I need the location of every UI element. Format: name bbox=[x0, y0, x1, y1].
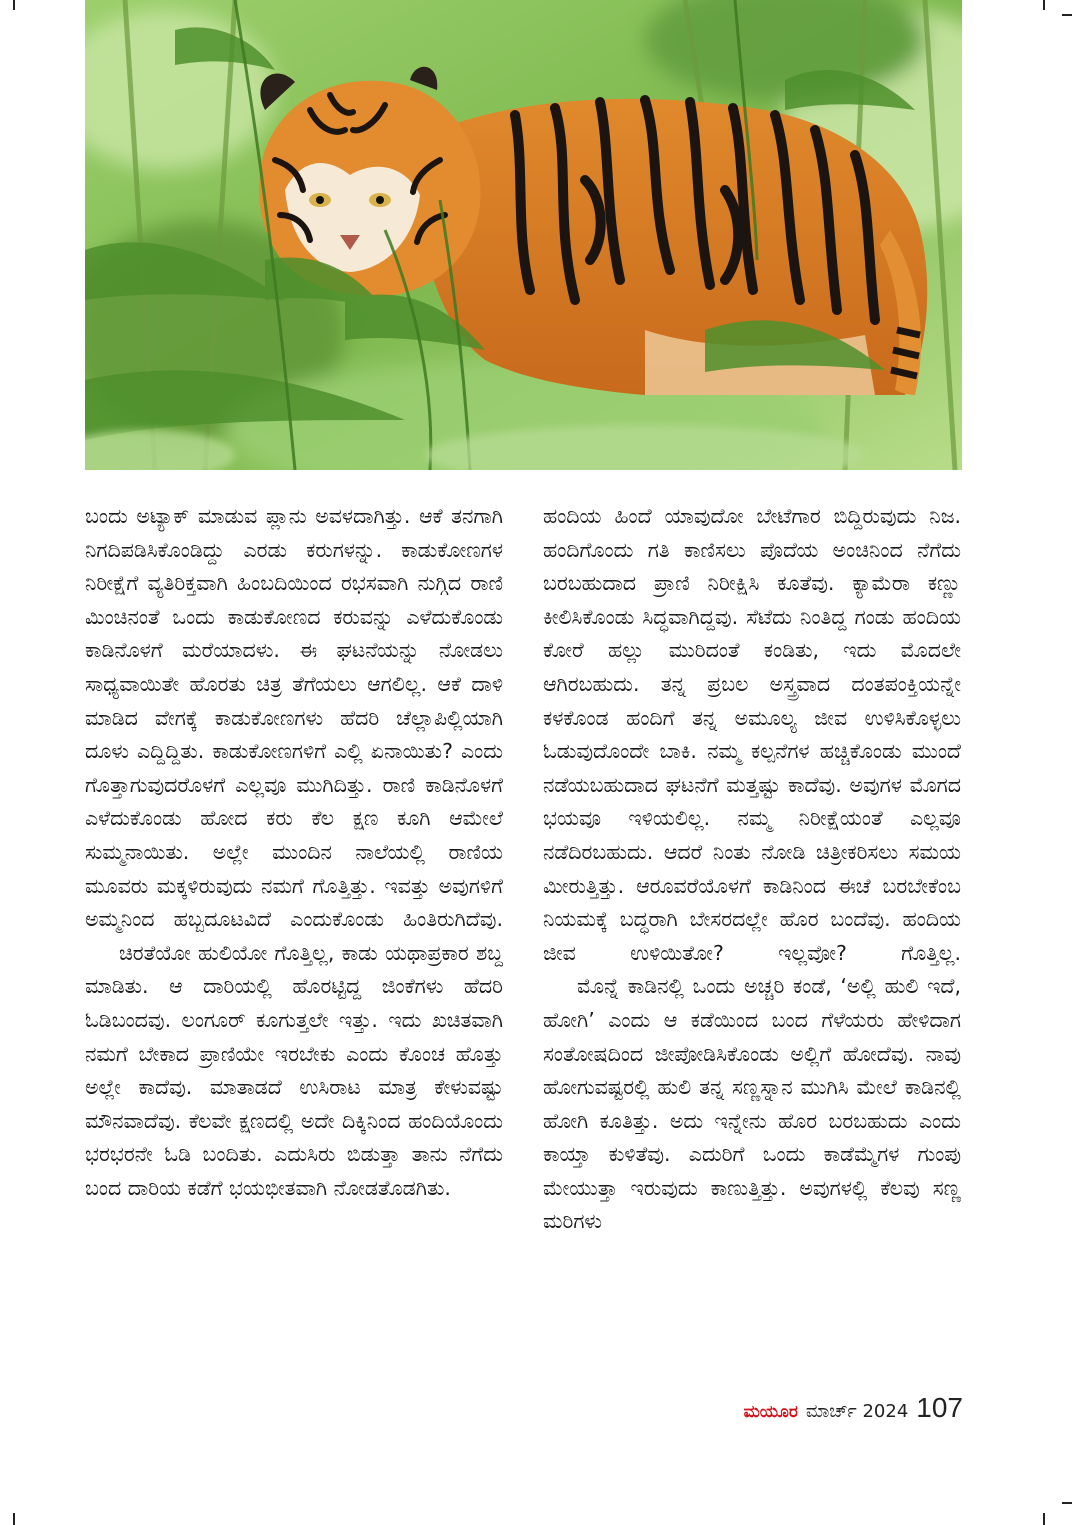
paragraph: ಚಿರತೆಯೋ ಹುಲಿಯೋ ಗೊತ್ತಿಲ್ಲ, ಕಾಡು ಯಥಾಪ್ರಕಾರ ಶಬ್ದ ಮಾಡಿತು. ಆ ದಾರಿಯಲ್ಲಿ ಹೊರಟ್ಟಿದ್ದ ಜಿಂಕೆಗಳು ಹೆದರಿ ಓಡಿಬಂದವು. ಲಂಗೂರ್ ಕೂಗುತ್ತಲೇ ಇತ್ತು. ಇದು ಖಚಿತವಾಗಿ ನಮಗೆ ಬೇಕಾದ ಪ್ರಾಣಿಯೇ ಇರಬೇಕು ಎಂದು ಕೊಂಚ ಹೊತ್ತು ಅಲ್ಲೇ ಕಾದೆವು. ಮಾತಾಡದೆ ಉಸಿರಾಟ ಮಾತ್ರ ಕೇಳುವಷ್ಟು ಮೌನವಾದೆವು. ಕೆಲವೇ ಕ್ಷಣದಲ್ಲಿ ಅದೇ ದಿಕ್ಕಿನಿಂದ ಹಂದಿಯೊಂದು ಭರಭರನೇ ಓಡಿ ಬಂದಿತು. ಎದುಸಿರು ಬಿಡುತ್ತಾ ತಾನು ನೆಗೆದು ಬಂದ ದಾರಿಯ ಕಡೆಗೆ ಭಯಭೀತವಾಗಿ ನೋಡತೊಡಗಿತು. bbox=[85, 940, 503, 1200]
article-column-left bbox=[85, 500, 503, 1380]
crop-mark-right-upper bbox=[1062, 14, 1072, 16]
tiger-photo bbox=[85, 0, 962, 470]
page-number: 107 bbox=[916, 1392, 963, 1423]
crop-mark-bottom-left bbox=[13, 1513, 15, 1525]
issue-date: ಮಾರ್ಚ್ 2024 bbox=[805, 1401, 909, 1422]
page-footer bbox=[715, 1392, 963, 1426]
paragraph: ಹಂದಿಯ ಹಿಂದೆ ಯಾವುದೋ ಬೇಟೆಗಾರ ಬಿದ್ದಿರುವುದು ನಿಜ. ಹಂದಿಗೊಂದು ಗತಿ ಕಾಣಿಸಲು ಪೊದೆಯ ಅಂಚಿನಿಂದ ನೆಗೆದು ಬರಬಹುದಾದ ಪ್ರಾಣಿ ನಿರೀಕ್ಷಿಸಿ ಕೂತೆವು. ಕ್ಯಾಮೆರಾ ಕಣ್ಣು ಕೀಲಿಸಿಕೊಂಡು ಸಿದ್ಧವಾಗಿದ್ದವು. ಸೆಟೆದು ನಿಂತಿದ್ದ ಗಂಡು ಹಂದಿಯ ಕೋರೆ ಹಲ್ಲು ಮುರಿದಂತೆ ಕಂಡಿತು, ಇದು ಮೊದಲೇ ಆಗಿರಬಹುದು. ತನ್ನ ಪ್ರಬಲ ಅಸ್ತ್ರವಾದ ದಂತಪಂಕ್ತಿಯನ್ನೇ ಕಳಕೊಂಡ ಹಂದಿಗೆ ತನ್ನ ಅಮೂಲ್ಯ ಜೀವ ಉಳಿಸಿಕೊಳ್ಳಲು ಓಡುವುದೊಂದೇ ಬಾಕಿ. ನಮ್ಮ ಕಲ್ಪನೆಗಳ ಹಚ್ಚಿಕೊಂಡು ಮುಂದೆ ನಡೆಯಬಹುದಾದ ಘಟನೆಗೆ ಮತ್ತಷ್ಟು ಕಾದೆವು. ಅವುಗಳ ಮೊಗದ ಭಯವೂ ಇಳಿಯಲಿಲ್ಲ. ನಮ್ಮ ನಿರೀಕ್ಷೆಯಂತೆ ಎಲ್ಲವೂ ನಡೆದಿರಬಹುದು. ಆದರೆ ನಿಂತು ನೋಡಿ ಚಿತ್ರೀಕರಿಸಲು ಸಮಯ ಮೀರುತ್ತಿತ್ತು. ಆರೂವರೆಯೊಳಗೆ ಕಾಡಿನಿಂದ ಈಚೆ ಬರಬೇಕೆಂಬ ನಿಯಮಕ್ಕೆ ಬದ್ಧರಾಗಿ ಬೇಸರದಲ್ಲೇ ಹೊರ ಬಂದೆವು. ಹಂದಿಯ ಜೀವ ಉಳಿಯಿತೋ? ಇಲ್ಲವೋ? ಗೊತ್ತಿಲ್ಲ. bbox=[543, 504, 961, 965]
crop-mark-top-right bbox=[1043, 0, 1045, 10]
paragraph: ಮೊನ್ನೆ ಕಾಡಿನಲ್ಲಿ ಒಂದು ಅಚ್ಚರಿ ಕಂಡೆ, ‘ಅಲ್ಲಿ ಹುಲಿ ಇದೆ, ಹೋಗಿ’ ಎಂದು ಆ ಕಡೆಯಿಂದ ಬಂದ ಗೆಳೆಯರು ಹೇಳಿದಾಗ ಸಂತೋಷದಿಂದ ಜೀಪೋಡಿಸಿಕೊಂಡು ಅಲ್ಲಿಗೆ ಹೋದೆವು. ನಾವು ಹೋಗುವಷ್ಟರಲ್ಲಿ ಹುಲಿ ತನ್ನ ಸಣ್ಣಸ್ನಾನ ಮುಗಿಸಿ ಮೇಲೆ ಕಾಡಿನಲ್ಲಿ ಹೋಗಿ ಕೂತಿತ್ತು. ಅದು ಇನ್ನೇನು ಹೊರ ಬರಬಹುದು ಎಂದು ಕಾಯ್ತಾ ಕುಳಿತೆವು. ಎದುರಿಗೆ ಒಂದು ಕಾಡೆಮ್ಮೆಗಳ ಗುಂಪು ಮೇಯುತ್ತಾ ಇರುವುದು ಕಾಣುತ್ತಿತ್ತು. ಅವುಗಳಲ್ಲಿ ಕೆಲವು ಸಣ್ಣ ಮರಿಗಳು bbox=[543, 974, 961, 1234]
crop-mark-bottom-right bbox=[1043, 1513, 1045, 1525]
tiger-illustration bbox=[85, 0, 962, 470]
crop-mark-right-lower bbox=[1062, 1502, 1072, 1504]
article-column-right bbox=[543, 500, 961, 1380]
crop-mark-top-left bbox=[13, 0, 15, 10]
paragraph: ಬಂದು ಅಟ್ಯಾಕ್ ಮಾಡುವ ಪ್ಲಾನು ಅವಳದಾಗಿತ್ತು. ಆಕೆ ತನಗಾಗಿ ನಿಗದಿಪಡಿಸಿಕೊಂಡಿದ್ದು ಎರಡು ಕರುಗಳನ್ನು. ಕಾಡುಕೋಣಗಳ ನಿರೀಕ್ಷೆಗೆ ವ್ಯತಿರಿಕ್ತವಾಗಿ ಹಿಂಬದಿಯಿಂದ ರಭಸವಾಗಿ ನುಗ್ಗಿದ ರಾಣಿ ಮಿಂಚಿನಂತೆ ಒಂದು ಕಾಡುಕೋಣದ ಕರುವನ್ನು ಎಳೆದುಕೊಂಡು ಕಾಡಿನೊಳಗೆ ಮರೆಯಾದಳು. ಈ ಘಟನೆಯನ್ನು ನೋಡಲು ಸಾಧ್ಯವಾಯಿತೇ ಹೊರತು ಚಿತ್ರ ತೆಗೆಯಲು ಆಗಲಿಲ್ಲ. ಆಕೆ ದಾಳಿ ಮಾಡಿದ ವೇಗಕ್ಕೆ ಕಾಡುಕೋಣಗಳು ಹೆದರಿ ಚೆಲ್ಲಾಪಿಲ್ಲಿಯಾಗಿ ದೂಳು ಎದ್ದಿದ್ದಿತು. ಕಾಡುಕೋಣಗಳಿಗೆ ಎಲ್ಲಿ ಏನಾಯಿತು? ಎಂದು ಗೊತ್ತಾಗುವುದರೊಳಗೆ ಎಲ್ಲವೂ ಮುಗಿದಿತ್ತು. ರಾಣಿ ಕಾಡಿನೊಳಗೆ ಎಳೆದುಕೊಂಡು ಹೋದ ಕರು ಕೆಲ ಕ್ಷಣ ಕೂಗಿ ಆಮೇಲೆ ಸುಮ್ಮನಾಯಿತು. ಅಲ್ಲೇ ಮುಂದಿನ ನಾಲೆಯಲ್ಲಿ ರಾಣಿಯ ಮೂವರು ಮಕ್ಕಳಿರುವುದು ನಮಗೆ ಗೊತ್ತಿತ್ತು. ಇವತ್ತು ಅವುಗಳಿಗೆ ಅಮ್ಮನಿಂದ ಹಬ್ಬದೂಟವಿದೆ ಎಂದುಕೊಂಡು ಹಿಂತಿರುಗಿದೆವು. bbox=[85, 504, 503, 932]
magazine-logo: ಮಯೂರ bbox=[743, 1402, 798, 1422]
